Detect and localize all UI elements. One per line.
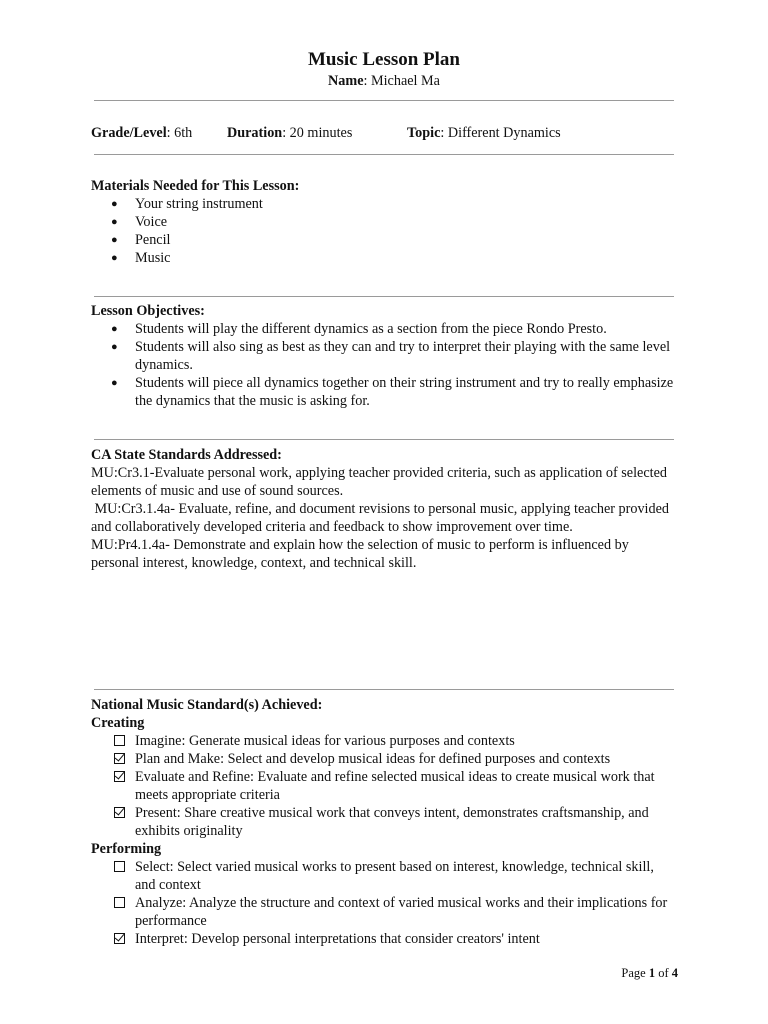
standard-item-text: Plan and Make: Select and develop musical ideas for defined purposes and contexts: [135, 751, 611, 767]
standard-item-text: Imagine: Generate musical ideas for various purposes and contexts: [135, 733, 515, 749]
checkbox[interactable]: [114, 897, 125, 908]
checkbox[interactable]: [114, 933, 125, 944]
list-item: ● Students will piece all dynamics together on their string instrument and try to really emphasize the dynamics that the music is asking for.: [91, 374, 681, 410]
national-heading: National Music Standard(s) Achieved:: [91, 697, 323, 713]
topic-label: Topic: [407, 125, 441, 141]
page-number: 1: [648, 966, 656, 980]
checkbox[interactable]: [114, 735, 125, 746]
standard-item-text: Select: Select varied musical works to present based on interest, knowledge, technical skill, and context: [135, 859, 654, 893]
standard-item-text: Interpret: Develop personal interpretations that consider creators' intent: [135, 931, 540, 947]
objectives-section: [91, 302, 681, 410]
duration-value: : 20 minutes: [282, 125, 353, 141]
divider: [94, 100, 674, 101]
materials-section: [91, 177, 681, 267]
duration-label: Duration: [227, 125, 283, 141]
list-item: ● Pencil: [91, 231, 681, 249]
list-item: ● Voice: [91, 213, 681, 231]
standard-item: [91, 858, 676, 894]
checkbox[interactable]: [114, 861, 125, 872]
list-item: ● Music: [91, 249, 681, 267]
standard-item-text: Evaluate and Refine: Evaluate and refine selected musical ideas to create musical work that meets appropriate criteria: [135, 769, 655, 803]
duration-field: [227, 124, 352, 142]
objectives-list: [91, 320, 681, 410]
standard-item: [91, 750, 676, 768]
page-indicator: [621, 964, 678, 982]
grade-field: [91, 124, 192, 142]
divider: [94, 439, 674, 440]
standard-item-text: Present: Share creative musical work that conveys intent, demonstrates craftsmanship, and exhibits originality: [135, 805, 649, 839]
ca-standards-heading: CA State Standards Addressed:: [91, 447, 282, 463]
standard-text: MU:Cr3.1.4a- Evaluate, refine, and document revisions to personal music, applying teacher provided and collaboratively developed criteria and feedback to show improvement over time.: [91, 501, 673, 535]
checkbox[interactable]: [114, 771, 125, 782]
checkbox[interactable]: [114, 807, 125, 818]
materials-list: [91, 195, 681, 267]
page-title: Music Lesson Plan: [307, 49, 461, 70]
ca-standards-section: [91, 446, 679, 572]
name-value: : Michael Ma: [363, 73, 440, 89]
national-standards-section: [91, 696, 676, 948]
topic-field: [407, 124, 561, 142]
standard-text: MU:Cr3.1-Evaluate personal work, applying teacher provided criteria, such as application of selected elements of music and use of sound sources.: [91, 465, 671, 499]
page-word: Page: [621, 966, 649, 980]
objectives-heading: Lesson Objectives:: [91, 303, 205, 319]
grade-label: Grade/Level: [91, 125, 167, 141]
performing-heading: Performing: [91, 841, 162, 857]
of-word: of: [655, 966, 672, 980]
list-item: ● Students will play the different dynamics as a section from the piece Rondo Presto.: [91, 320, 681, 338]
topic-value: : Different Dynamics: [440, 125, 561, 141]
standard-item: [91, 894, 676, 930]
standard-item: [91, 732, 676, 750]
materials-heading: Materials Needed for This Lesson:: [91, 178, 300, 194]
divider: [94, 689, 674, 690]
list-item: ● Students will also sing as best as they can and try to interpret their playing with the same level dynamics.: [91, 338, 681, 374]
author-line: [0, 72, 768, 90]
standard-item: [91, 930, 676, 948]
divider: [94, 154, 674, 155]
standard-item: [91, 768, 676, 804]
creating-heading: Creating: [91, 715, 145, 731]
page-total: 4: [671, 966, 678, 980]
checkbox[interactable]: [114, 753, 125, 764]
list-item: ● Your string instrument: [91, 195, 681, 213]
divider: [94, 296, 674, 297]
name-label: Name: [328, 73, 364, 89]
standard-item: [91, 804, 676, 840]
grade-value: : 6th: [166, 125, 193, 141]
standard-item-text: Analyze: Analyze the structure and context of varied musical works and their implications for performance: [135, 895, 668, 929]
standard-text: MU:Pr4.1.4a- Demonstrate and explain how the selection of music to perform is influenced by personal interest, knowledge, context, and technical skill.: [91, 537, 633, 571]
